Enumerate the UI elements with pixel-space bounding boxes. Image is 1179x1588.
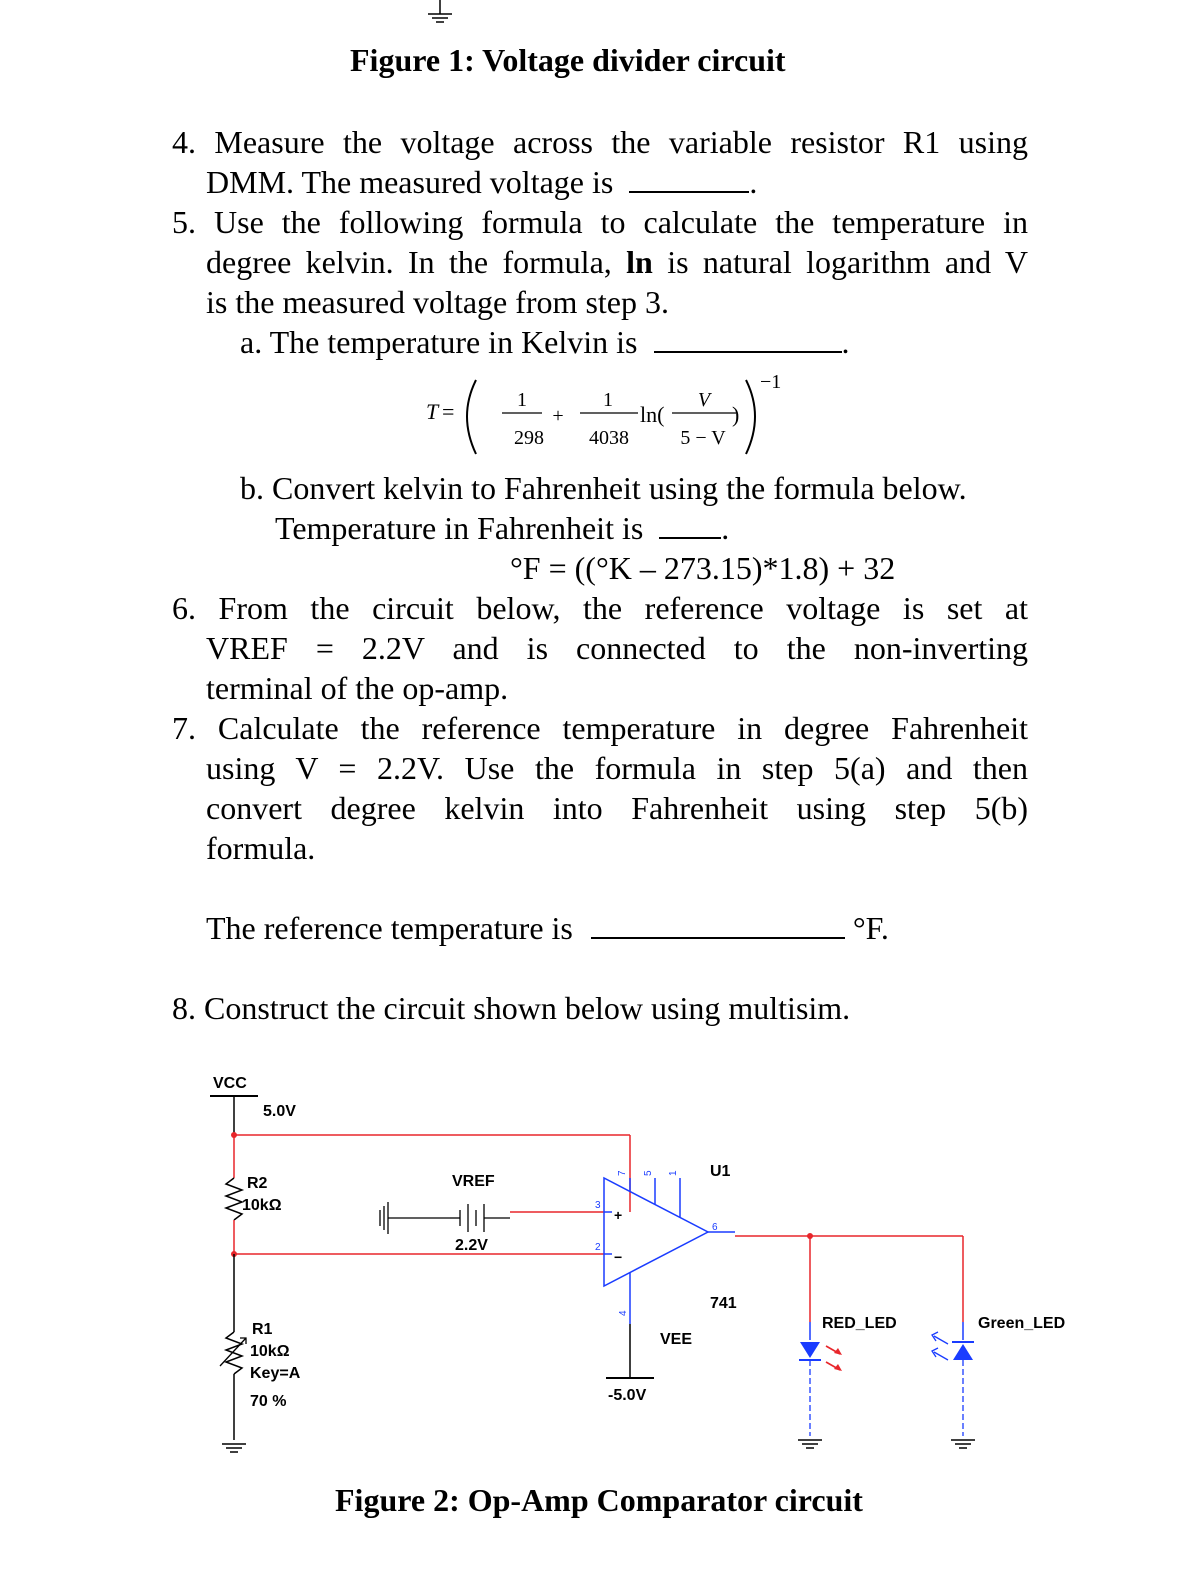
svg-text:298: 298 (514, 427, 544, 449)
vcc-label: VCC (213, 1075, 247, 1092)
vref-name: VREF (452, 1173, 495, 1190)
reference-temperature-line: The reference temperature is °F. (206, 910, 889, 946)
step6-line3: terminal of the op-amp. (206, 670, 509, 706)
svg-text:1: 1 (603, 389, 613, 411)
pin1-label: 1 (668, 1170, 679, 1176)
vee-label: VEE (660, 1331, 693, 1348)
svg-text:T: T (426, 399, 439, 424)
red-led-ground-icon (798, 1440, 822, 1448)
figure1-caption: Figure 1: Voltage divider circuit (350, 42, 786, 78)
opamp-minus: − (614, 1249, 623, 1265)
r1-key: Key=A (250, 1365, 301, 1382)
svg-text:=: = (442, 399, 455, 424)
step5b-line2: Temperature in Fahrenheit is . (275, 510, 730, 546)
red-led-label: RED_LED (822, 1315, 897, 1332)
kelvin-answer-blank[interactable] (654, 325, 842, 353)
svg-text:V: V (697, 389, 711, 411)
kelvin-formula (420, 364, 800, 464)
pin7-label: 7 (617, 1170, 628, 1176)
step4-line1: 4. Measure the voltage across the variable resistor R1 using (172, 124, 1028, 160)
opamp-name: U1 (710, 1163, 731, 1180)
vcc-wire (234, 1135, 630, 1212)
step7-line3: convert degree kelvin into Fahrenheit using step 5(b) (206, 790, 1028, 826)
svg-text:5 − V: 5 − V (680, 427, 726, 449)
vee-value: -5.0V (608, 1387, 647, 1404)
red-led-icon (799, 1322, 842, 1436)
green-led-ground-icon (951, 1440, 975, 1448)
step5b-line1: b. Convert kelvin to Fahrenheit using the formula below. (240, 470, 967, 506)
opamp-model: 741 (710, 1295, 737, 1312)
step5a-line: a. The temperature in Kelvin is . (240, 324, 850, 360)
svg-text:+: + (552, 405, 564, 427)
step7-line4: formula. (206, 830, 316, 866)
r2-resistor-icon (226, 1178, 242, 1220)
vref-ground-icon (380, 1202, 450, 1234)
step8-line: 8. Construct the circuit shown below using multisim. (172, 990, 851, 1026)
r1-value: 10kΩ (250, 1343, 290, 1360)
r1-potentiometer-icon (226, 1332, 242, 1374)
r2-name: R2 (247, 1175, 268, 1192)
vref-value: 2.2V (455, 1237, 488, 1254)
step6-line2: VREF = 2.2V and is connected to the non-inverting (206, 630, 1028, 666)
pin5-label: 5 (643, 1170, 654, 1176)
r1-name: R1 (252, 1321, 273, 1338)
step5-line3: is the measured voltage from step 3. (206, 284, 669, 320)
pin4-label: 4 (618, 1310, 629, 1316)
pin2-label: 2 (595, 1242, 601, 1253)
figure2-caption: Figure 2: Op-Amp Comparator circuit (335, 1482, 863, 1518)
step4-line2: DMM. The measured voltage is . (206, 164, 758, 200)
fahrenheit-formula: °F = ((°K – 273.15)*1.8) + 32 (510, 550, 896, 586)
step7-line2: using V = 2.2V. Use the formula in step 5(a) and then (206, 750, 1028, 786)
comparator-schematic (0, 1060, 1179, 1480)
svg-text:): ) (732, 402, 740, 427)
svg-text:−1: −1 (760, 371, 782, 393)
step5-line2: degree kelvin. In the formula, ln is natural logarithm and V (206, 244, 1029, 280)
voltage-answer-blank[interactable] (629, 165, 749, 193)
svg-text:1: 1 (517, 389, 527, 411)
step4-text: DMM. The measured voltage is (206, 164, 614, 200)
reference-temperature-blank[interactable] (591, 911, 845, 939)
r1-ground-icon (222, 1444, 246, 1452)
svg-text:4038: 4038 (589, 427, 629, 449)
top-ground-icon (420, 0, 460, 26)
green-led-icon (932, 1322, 974, 1436)
pin3-label: 3 (595, 1200, 601, 1211)
pin6-label: 6 (712, 1222, 718, 1233)
step7-line1: 7. Calculate the reference temperature in degree Fahrenheit (172, 710, 1028, 746)
fahrenheit-answer-blank[interactable] (659, 511, 721, 539)
r2-value: 10kΩ (242, 1197, 282, 1214)
r1-percent: 70 % (250, 1393, 287, 1410)
opamp-plus: + (614, 1207, 623, 1223)
svg-text:ln(: ln( (640, 402, 665, 427)
vcc-value: 5.0V (263, 1103, 296, 1120)
step6-line1: 6. From the circuit below, the reference voltage is set at (172, 590, 1028, 626)
green-led-label: Green_LED (978, 1315, 1066, 1332)
vref-battery-icon (450, 1204, 510, 1232)
step5-line1: 5. Use the following formula to calculate the temperature in (172, 204, 1028, 240)
